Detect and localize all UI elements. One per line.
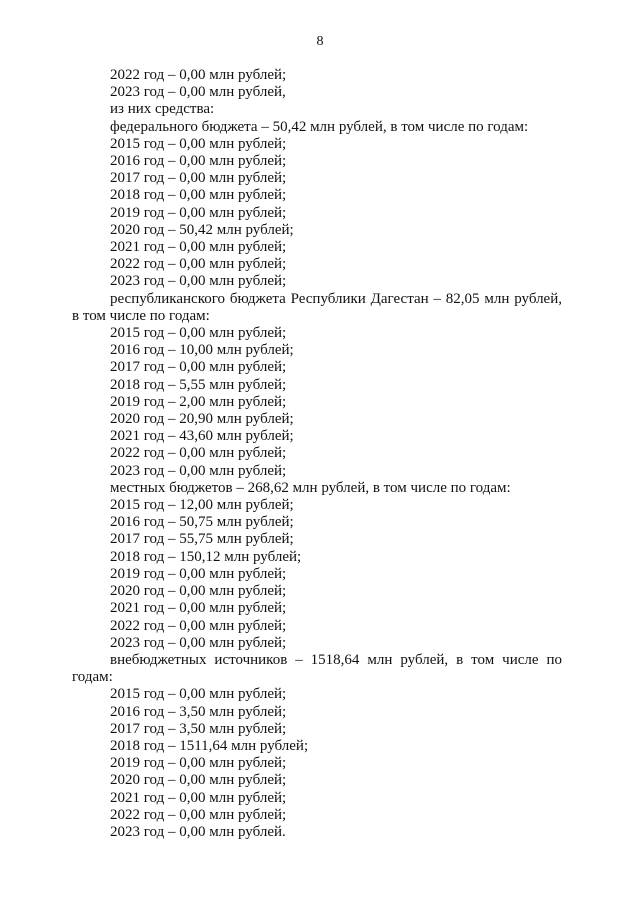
- text-line: 2015 год – 12,00 млн рублей;: [110, 497, 294, 514]
- text-line: 2018 год – 0,00 млн рублей;: [110, 187, 287, 204]
- text-line: 2023 год – 0,00 млн рублей.: [110, 823, 286, 840]
- text-line: 2020 год – 50,42 млн рублей;: [110, 221, 294, 238]
- text-line: 2019 год – 2,00 млн рублей;: [110, 393, 287, 410]
- text-line: 2017 год – 3,50 млн рублей;: [110, 720, 287, 737]
- text-line: 2016 год – 50,75 млн рублей;: [110, 514, 294, 531]
- text-line: 2022 год – 0,00 млн рублей;: [110, 67, 287, 83]
- section-heading-local: местных бюджетов – 268,62 млн рублей, в том числе по годам:: [110, 479, 511, 496]
- text-line: 2016 год – 10,00 млн рублей;: [110, 342, 294, 359]
- text-line: 2022 год – 0,00 млн рублей;: [110, 445, 287, 462]
- text-line: 2019 год – 0,00 млн рублей;: [110, 565, 287, 582]
- text-line: 2021 год – 43,60 млн рублей;: [110, 428, 294, 445]
- text-line: 2023 год – 0,00 млн рублей,: [110, 84, 286, 101]
- text-line: 2016 год – 0,00 млн рублей;: [110, 153, 287, 170]
- section-heading-federal: федерального бюджета – 50,42 млн рублей, в том числе по годам:: [110, 118, 529, 135]
- text-line: годам:: [72, 669, 113, 686]
- section-heading-extrabudgetary: внебюджетных источников – 1518,64 млн рублей, в том числе по: [110, 651, 562, 668]
- text-line: 2015 год – 0,00 млн рублей;: [110, 325, 287, 342]
- text-line: из них средства:: [110, 101, 215, 118]
- text-line: 2018 год – 1511,64 млн рублей;: [110, 737, 309, 754]
- text-line: 2021 год – 0,00 млн рублей;: [110, 239, 287, 256]
- text-line: 2019 год – 0,00 млн рублей;: [110, 204, 287, 221]
- text-line: 2021 год – 0,00 млн рублей;: [110, 600, 287, 617]
- text-line: 2017 год – 55,75 млн рублей;: [110, 531, 294, 548]
- text-line: 2020 год – 20,90 млн рублей;: [110, 411, 294, 428]
- text-line: 2015 год – 0,00 млн рублей;: [110, 686, 287, 703]
- text-line: 2015 год – 0,00 млн рублей;: [110, 135, 287, 152]
- text-line: 2023 год – 0,00 млн рублей;: [110, 634, 287, 651]
- text-line: 2023 год – 0,00 млн рублей;: [110, 462, 287, 479]
- text-line: 2020 год – 0,00 млн рублей;: [110, 772, 287, 789]
- text-line: 2022 год – 0,00 млн рублей;: [110, 617, 287, 634]
- document-body: [72, 67, 562, 841]
- text-line: 2017 год – 0,00 млн рублей;: [110, 359, 287, 376]
- text-line: 2016 год – 3,50 млн рублей;: [110, 703, 287, 720]
- page-number: 8: [316, 34, 324, 49]
- text-line: в том числе по годам:: [72, 307, 210, 324]
- text-line: 2018 год – 150,12 млн рублей;: [110, 548, 302, 565]
- text-line: 2022 год – 0,00 млн рублей;: [110, 806, 287, 823]
- text-line: 2020 год – 0,00 млн рублей;: [110, 583, 287, 600]
- text-line: 2017 год – 0,00 млн рублей;: [110, 170, 287, 187]
- text-line: 2023 год – 0,00 млн рублей;: [110, 273, 287, 290]
- section-heading-republican: республиканского бюджета Республики Дагестан – 82,05 млн рублей,: [110, 290, 562, 307]
- text-line: 2021 год – 0,00 млн рублей;: [110, 789, 287, 806]
- text-line: 2018 год – 5,55 млн рублей;: [110, 376, 287, 393]
- text-line: 2019 год – 0,00 млн рублей;: [110, 755, 287, 772]
- text-line: 2022 год – 0,00 млн рублей;: [110, 256, 287, 273]
